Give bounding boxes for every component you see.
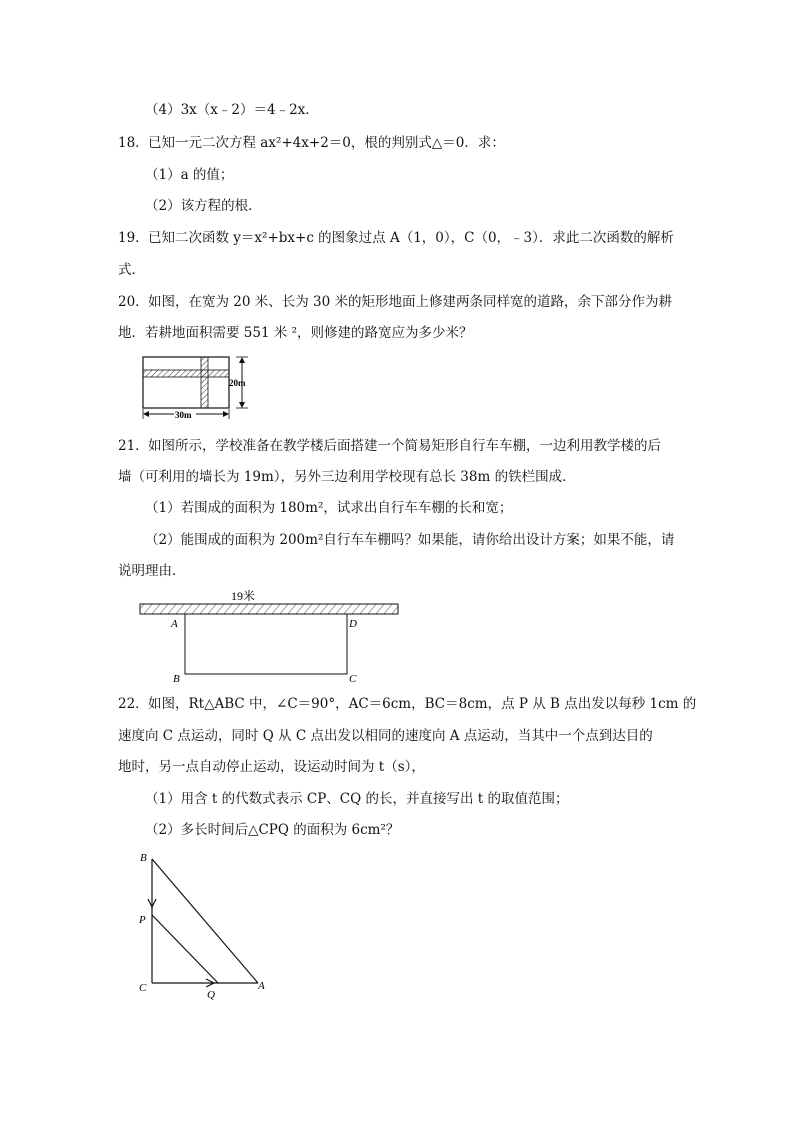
point-C-label: C: [349, 673, 357, 685]
q21-part2-line1: （2）能围成的面积为 200m²自行车车棚吗？如果能，请你给出设计方案；如果不能，请: [145, 532, 675, 548]
q21-shed-figure: [135, 586, 405, 686]
point-A-label: A: [171, 618, 178, 630]
length-label: 30m: [175, 410, 192, 420]
q22-line2: 速度向 C 点运动，同时 Q 从 C 点出发以相同的速度向 A 点运动，当其中一个点到达目的: [118, 728, 653, 744]
field-rect: [143, 357, 229, 408]
q20-line1: 如图，在宽为 20 米、长为 30 米的矩形地面上修建两条同样宽的道路，余下部分作为耕: [148, 294, 673, 310]
q18-stem: 已知一元二次方程 ax²+4x+2＝0，根的判别式△＝0．求：: [148, 135, 505, 151]
width-label: 20m: [229, 378, 246, 388]
length-arrow-right: [223, 411, 229, 417]
q22-part2: （2）多长时间后△CPQ 的面积为 6cm²？: [145, 822, 400, 838]
wall-length-label: 19米: [231, 589, 256, 603]
q21-line1: 如图所示，学校准备在教学楼后面搭建一个简易矩形自行车车棚，一边利用教学楼的后: [148, 438, 661, 454]
shed-rect: [185, 614, 347, 674]
width-arrow-top: [239, 357, 245, 363]
point-A-label: A: [258, 980, 265, 992]
q21-number: 21．: [118, 438, 149, 454]
point-P-label: P: [139, 914, 146, 926]
q22-number: 22．: [118, 696, 149, 712]
q20-number: 20．: [118, 294, 149, 310]
side-AB: [152, 859, 258, 983]
length-arrow-left: [143, 411, 149, 417]
point-C-label: C: [139, 982, 147, 994]
q20-line2: 地．若耕地面积需要 551 米 ²，则修建的路宽应为多少米？: [118, 325, 473, 341]
point-D-label: D: [349, 618, 357, 630]
q18-part1: （1）a 的值；: [145, 167, 234, 183]
q19-line1: 已知二次函数 y＝x²+bx+c 的图象过点 A（1，0），C（0，﹣3）．求此二次函数的解析: [148, 230, 674, 246]
vertical-road: [201, 357, 208, 408]
q18-number: 18．: [118, 135, 149, 151]
q18-part2: （2）该方程的根．: [145, 198, 262, 214]
q21-part2-line2: 说明理由．: [118, 563, 186, 579]
point-B-label: B: [140, 852, 147, 864]
horizontal-road: [143, 370, 229, 377]
q22-line1: 如图，Rt△ABC 中，∠C＝90°，AC＝6cm，BC＝8cm，点 P 从 B 点出发以每秒 1cm 的: [148, 696, 697, 712]
wall: [140, 604, 398, 614]
q20-field-figure: [138, 350, 264, 425]
width-arrow-bottom: [239, 402, 245, 408]
q19-number: 19．: [118, 230, 149, 246]
point-B-label: B: [173, 673, 180, 685]
q19-line2: 式．: [118, 262, 145, 278]
q22-line3: 地时，另一点自动停止运动，设运动时间为 t（s），: [118, 759, 425, 775]
q21-line2: 墙（可利用的墙长为 19m），另外三边利用学校现有总长 38m 的铁栏围成．: [118, 469, 576, 485]
point-Q-label: Q: [207, 989, 215, 1001]
q17-part4: （4）3x（x﹣2）＝4﹣2x．: [145, 102, 319, 118]
q22-part1: （1）用含 t 的代数式表示 CP、CQ 的长，并直接写出 t 的取值范围；: [145, 791, 569, 807]
q22-triangle-figure: [130, 845, 280, 1005]
q21-part1: （1）若围成的面积为 180m²，试求出自行车车棚的长和宽；: [145, 500, 513, 516]
